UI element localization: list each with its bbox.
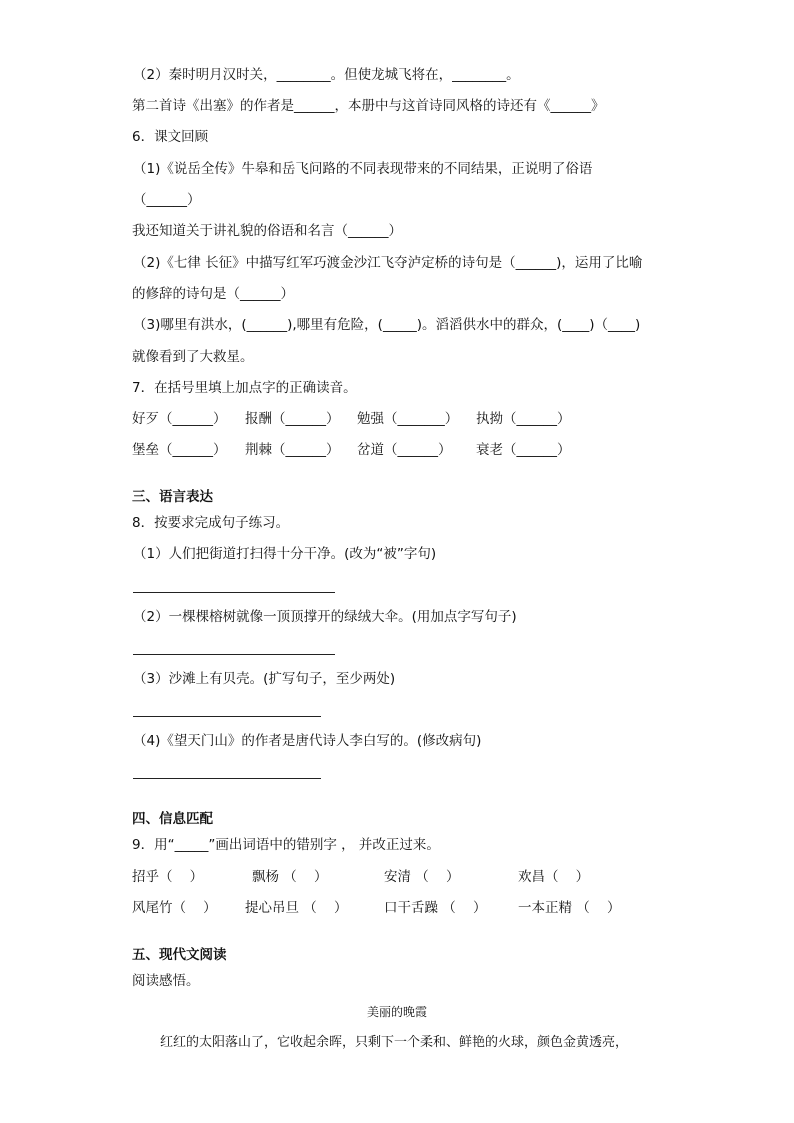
story-paragraph: 红红的太阳落山了，它收起余晖，只剩下一个柔和、鲜艳的火球，颜色金黄透亮，: [160, 1035, 629, 1050]
answer-line[interactable]: [133, 592, 335, 593]
q6-item-1-blank: （______）: [133, 192, 201, 208]
q8-sentence-2: （2）一棵棵榕树就像一顶顶撑开的绿绒大伞。(用加点字写句子): [133, 609, 517, 625]
q8-sentence-1: （1）人们把街道打扫得十分干净。(改为“被”字句): [133, 546, 437, 562]
q6-item-3-text: （3)哪里有洪水，(______),哪里有危险，(_____)。滔滔供水中的群众，(____)（____): [133, 317, 641, 333]
section-3-heading: 三、语言表达: [132, 489, 213, 505]
q6-item-1-text: （1)《说岳全传》牛皋和岳飞问路的不同表现带来的不同结果，正说明了俗语: [133, 161, 593, 177]
section-4-heading: 四、信息匹配: [132, 811, 213, 827]
pinyin-item: 岔道（______）: [357, 442, 452, 458]
q6-item-1-extra: 我还知道关于讲礼貌的俗语和名言（______）: [132, 223, 402, 239]
q6-item-3-cont: 就像看到了大救星。: [132, 349, 254, 365]
q6-item-2-cont: 的修辞的诗句是（______）: [132, 286, 294, 302]
typo-item: 一本正精 （ ）: [518, 900, 621, 916]
story-title: 美丽的晚霞: [366, 1005, 427, 1019]
typo-item: 安清 （ ）: [384, 869, 460, 885]
answer-line[interactable]: [133, 654, 335, 655]
q6-heading: 6．课文回顾: [132, 129, 209, 145]
typo-item: 提心吊旦 （ ）: [245, 900, 348, 916]
pinyin-item: 报酬（______）: [245, 411, 340, 427]
q7-heading: 7．在括号里填上加点字的正确读音。: [132, 380, 357, 396]
q8-sentence-3: （3）沙滩上有贝壳。(扩写句子，至少两处): [133, 671, 396, 687]
q5-author-line: 第二首诗《出塞》的作者是______，本册中与这首诗同风格的诗还有《______》: [132, 98, 605, 114]
section-5-heading: 五、现代文阅读: [132, 947, 227, 963]
q6-item-2-text: （2)《七律 长征》中描写红军巧渡金沙江飞夺泸定桥的诗句是（______)，运用了比喻: [133, 255, 643, 271]
pinyin-item: 勉强（_______）: [357, 411, 459, 427]
pinyin-item: 执拗（______）: [476, 411, 571, 427]
q9-heading: 9．用“_____”画出词语中的错别字 ， 并改正过来。: [132, 837, 440, 853]
reading-intro: 阅读感悟。: [132, 973, 200, 989]
typo-item: 欢昌（ ）: [518, 869, 590, 885]
q8-sentence-4: （4)《望天门山》的作者是唐代诗人李白写的。(修改病句): [133, 733, 482, 749]
q5-line-2: （2）秦时明月汉时关，________。但使龙城飞将在，________。: [133, 67, 520, 83]
typo-item: 风尾竹（ ）: [132, 900, 217, 916]
pinyin-item: 堡垒（______）: [132, 442, 227, 458]
typo-item: 飘杨 （ ）: [252, 869, 328, 885]
pinyin-item: 衰老（______）: [476, 442, 571, 458]
pinyin-item: 好歹（______）: [132, 411, 227, 427]
typo-item: 口干舌躁 （ ）: [384, 900, 487, 916]
answer-line[interactable]: [133, 716, 321, 717]
typo-item: 招乎（ ）: [132, 869, 204, 885]
pinyin-item: 荆棘（______）: [245, 442, 340, 458]
answer-line[interactable]: [133, 778, 321, 779]
q8-heading: 8．按要求完成句子练习。: [132, 515, 290, 531]
